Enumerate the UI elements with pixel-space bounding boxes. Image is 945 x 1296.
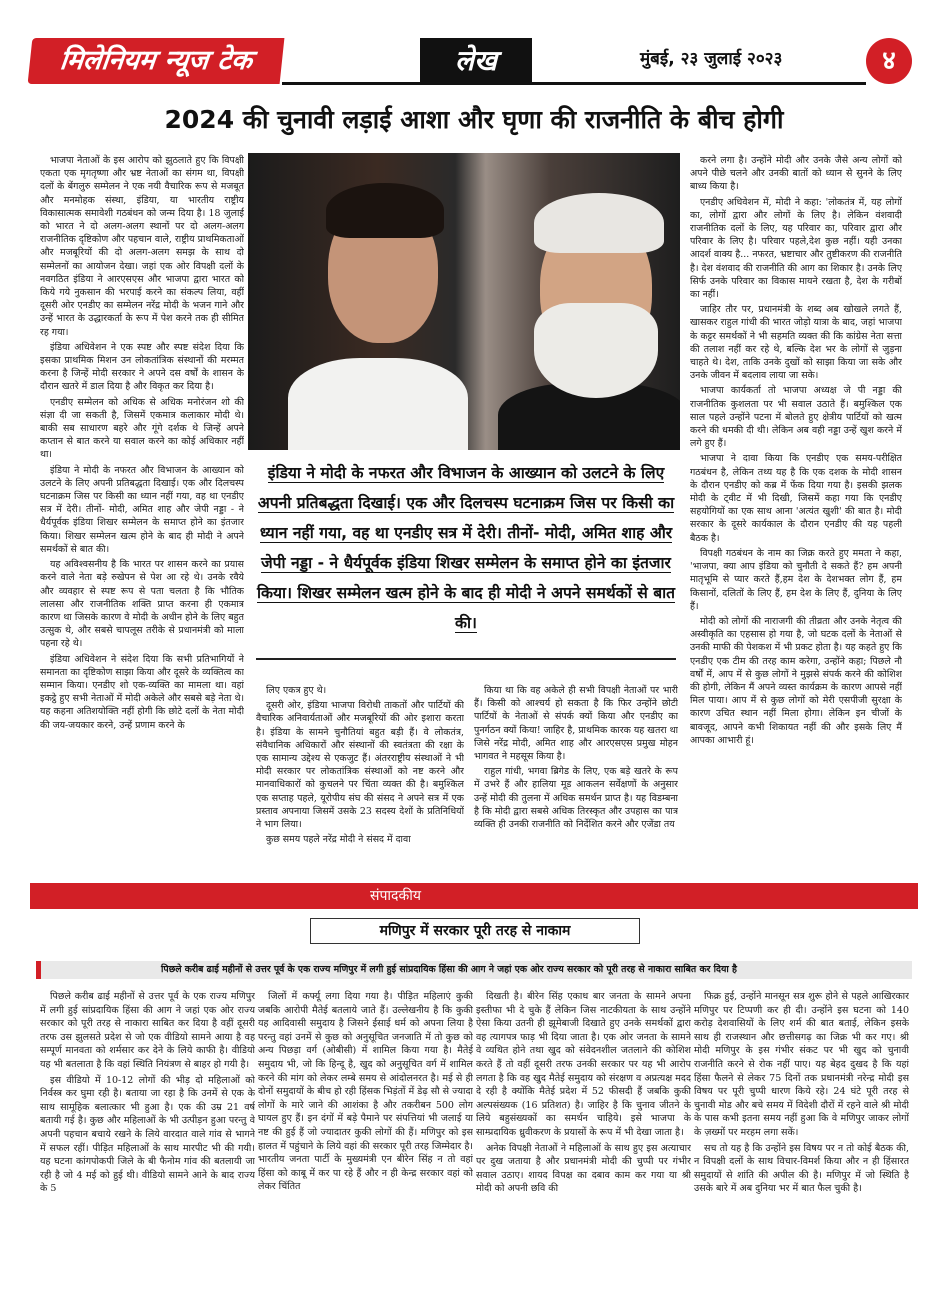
- article-column-3: [474, 684, 678, 876]
- pull-quote-text: इंडिया ने मोदी के नफरत और विभाजन के आख्यान को उलटने के लिए अपनी प्रतिबद्धता दिखाई। एक और दिलचस्प घटनाक्रम जिस पर किसी का ध्यान नहीं गया, वह था एनडीए सत्र में देरी। तीनों- मोदी, अमित शाह और जेपी नड्डा - ने धैर्यपूर्वक इंडिया शिखर सम्मेलन के समाप्त होने का इंतजार किया। शिखर सम्मेलन खत्म होने के बाद ही मोदी ने अपने समर्थकों से बात की।: [256, 464, 676, 632]
- paragraph: कुछ समय पहले नरेंद्र मोदी ने संसद में दावा: [266, 834, 411, 846]
- editorial-label: संपादकीय: [370, 888, 421, 904]
- editorial-column-3: [476, 990, 691, 1272]
- paragraph: किया था कि वह अकेले ही सभी विपक्षी नेताओं पर भारी हैं। किसी को आश्चर्य हो सकता है कि फिर उन्होंने छोटी पार्टियों के नेताओं से संपर्क क्यों किया और एनडीए का पुनर्गठन क्यों किया! जाहिर है, प्राथमिक कारक यह खतरा था जिसे नरेंद्र मोदी, अमित शाह और आरएसएस प्रमुख मोहन भागवत ने महसूस किया है।: [474, 685, 678, 763]
- paragraph: मोदी को लोगों की नाराजगी की तीव्रता और उनके नेतृत्व की अस्वीकृति का एहसास हो गया है, जो घटक दलों के नेताओं से उनकी माफी की पेशकश में भी प्रकट होता है। यह कहते हुए कि एनडीए एक टीम की तरह काम करेगा, उन्होंने कहा; पिछले नौ वर्षों में, आप में से कुछ लोगों ने मुझसे संपर्क करने की कोशिश की होगी, लेकिन मैं अपने व्यस्त कार्यक्रम के कारण आपसे नहीं मिल पाया। आप में से कुछ लोगों को मेरी एसपीजी सुरक्षा के कारण उचित स्थान नहीं मिला होगा। लेकिन इन चीजों के बावजूद, आपने कभी शिकायत नहीं की और इसके लिए मैं आपका आभारी हूं।: [690, 615, 902, 746]
- paragraph: दिखती है। बीरेन सिंह एकाध बार जनता के सामने अपना इस्तीफा भी दे चुके हैं लेकिन जिस नाटकीयता के साथ उन्होंने ऐसा किया उतनी ही झूमेबाजी दिखाते हुए उनके समर्थकों द्वारा वह त्यागपत्र फाड़ भी दिया जाता है। एक ओर जनता के सामने वे व्यथित होने तथा खुद को संवेदनशील जतलाने की कोशिश करते हैं तो वहीं दूसरी तरफ उनकी सरकार पर यह भी आरोप लगता है कि वह खुद मैतेई समुदाय को संरक्षण व अप्रत्यक्ष मदद दे रही है क्योंकि मैतेई प्रदेश में 52 फीसदी हैं जबकि कुकी अल्पसंख्यक (16 प्रतिशत) है। जाहिर है कि चुनाव जीतने के लिये बहुसंख्यकों का समर्थन चाहिये। इसे भाजपा के साम्प्रदायिक ध्रुवीकरण के प्रयासों के रूप में भी देखा जाता है।: [476, 991, 691, 1138]
- page-number: ४: [866, 38, 912, 84]
- article-column-1: [40, 154, 244, 876]
- paragraph: पिछले करीब ढाई महीनों से उत्तर पूर्व के एक राज्य मणिपुर में लगी हुई सांप्रदायिक हिंसा की आग ने जहां एक ओर राज्य सरकार को पूरी तरह से नाकारा साबित कर दिया है वहीं दूसरी तरफ उस झुलसते प्रदेश से जो एक वीडियो सामने आया है वह सम्पूर्ण मानवता को शर्मसार कर देने के लिये काफी है। वीडियो यह भी बतलाता है कि वहां स्थिति नियंत्रण से बाहर हो गयी है।: [40, 991, 255, 1070]
- paragraph: भाजपा नेताओं के इस आरोप को झुठलाते हुए कि विपक्षी एकता एक मृगतृष्णा और भ्रष्ट नेताओं का संगम था, विपक्षी दलों के बेंगलुरु सम्मेलन ने एक नयी वैचारिक रूप से मजबूत और मनमोहक संस्था, इंडिया, या भारतीय राष्ट्रीय विकासात्मक समावेशी गठबंधन को जन्म दिया है। 18 जुलाई को भारत ने दो अलग-अलग स्थानों पर दो अलग-अलग राजनीतिक दृष्टिकोण और पहचान वाले, राष्ट्रीय प्राथमिकताओं और मजबूरियों की दो अलग-अलग समझ के साथ दो सम्मेलनों का आयोजन देखा। जहां एक ओर विपक्षी दलों के नवगठित इंडिया ने आरएसएस और भाजपा द्वारा भारत को किये गये नुकसान की भरपाई करने का संकल्प लिया, वहीं दूसरी ओर एनडीए का सम्मेलन नरेंद्र मोदी के भजन गाने और उन्हें भारत के उद्धारकर्ता के रूप में पेश करने तक ही सीमित रह गया।: [40, 155, 244, 338]
- paragraph: सच तो यह है कि उन्होंने इस विषय पर न तो कोई बैठक की, न विपक्षी दलों के साथ विचार-विमर्श किया और न ही हिंसारत समुदायों से शांति की अपील की है। मणिपुर में जो स्थिति है उसके बारे में अब दुनिया भर में बात फैल चुकी है।: [694, 1142, 909, 1195]
- paragraph: अनेक विपक्षी नेताओं ने महिलाओं के साथ हुए इस अत्याचार पर दुख जताया है और प्रधानमंत्री मोदी की चुप्पी पर गंभीर सवाल उठाए। शायद विपक्ष का दबाव काम कर गया या श्री मोदी को अपनी छवि की: [476, 1142, 691, 1195]
- editorial-headline: मणिपुर में सरकार पूरी तरह से नाकाम: [310, 918, 640, 944]
- editorial-tagline: पिछले करीब ढाई महीनों से उत्तर पूर्व के एक राज्य मणिपुर में लगी हुई सांप्रदायिक हिंसा की आग ने जहां एक ओर राज्य सरकार को पूरी तरह से नाकारा साबित कर दिया है: [36, 961, 912, 979]
- editorial-column-1: [40, 990, 255, 1272]
- masthead: [30, 38, 918, 88]
- section-label: लेख: [420, 38, 532, 84]
- pull-quote: [256, 458, 676, 648]
- photo-figure-right-hair: [534, 193, 664, 253]
- article-headline: 2024 की चुनावी लड़ाई आशा और घृणा की राजनीति के बीच होगी: [164, 105, 784, 134]
- paragraph: राहुल गांधी, भगवा ब्रिगेड के लिए, एक बड़े खतरे के रूप में उभरे हैं और हालिया मूड आकलन सर्वेक्षणों के अनुसार उन्हें मोदी की तुलना में अधिक समर्थन प्राप्त है। यह विडम्बना है कि मोदी द्वारा सबसे अधिक तिरस्कृत और उपहास का पात्र व्यक्ति ही उनकी राजनीति को निर्देशित करने और एजेंडा तय: [474, 766, 678, 831]
- brand-logo: मिलेनियम न्यूज टेक: [28, 38, 285, 84]
- photo-figure-right-beard: [534, 303, 658, 398]
- paragraph: एनडीए सम्मेलन को अधिक से अधिक मनोरंजन शो की संज्ञा दी जा सकती है, जिसमें एकमात्र कलाकार मोदी थे। बाकी सब साधारण बहरे और गूंगे दर्शक थे जिन्हें अपने कप्तान से बात करने या सवाल करने का कोई अधिकार नहीं था।: [40, 396, 244, 461]
- paragraph: जिलों में कर्फ्यू लगा दिया गया है। पीड़ित महिलाएं कुकी जबकि आरोपी मैतेई बतलाये जाते हैं। उल्लेखनीय है कि कुकी यह आदिवासी समुदाय है जिसने ईसाई धर्म को अपना लिया है परन्तु वहां उनमें से कुछ को अनुसूचित जनजाति में तो कुछ को अन्य पिछड़ा वर्ग (ओबीसी) में शामिल किया गया है। मैतेई समुदाय भी, जो कि हिन्दू है, खुद को अनुसूचित वर्ग में शामिल करने की मांग को लेकर लम्बे समय से आंदोलनरत है। मई से ही दोनों समुदायों के बीच हो रही हिंसक भिड़ंतों में डेढ़ सौ से ज्यादा लोगों के मारे जाने की आशंका है और तकरीबन 500 लोग घायल हुए हैं। इन दंगों में बड़े पैमाने पर संपत्तियां भी जलाई या नष्ट की हुई हैं जो ज्यादातर कुकी लोगों की हैं। मणिपुर को इस हालत में पहुंचाने के लिये वहां की सरकार पूरी तरह जिम्मेदार है। भारतीय जनता पार्टी के मुख्यमंत्री एन बीरेन सिंह न तो वहां हिंसा को काबू में कर पा रहे हैं और न ही केन्द्र सरकार वहां को लेकर चिंतित: [258, 991, 473, 1193]
- editorial-column-4: [694, 990, 909, 1272]
- paragraph: दूसरी ओर, इंडिया भाजपा विरोधी ताकतों और पार्टियों की वैचारिक अनिवार्यताओं और मजबूरियों की ओर इशारा करता है। इंडिया के सामने चुनौतियां बहुत बड़ी हैं। वे लोकतंत्र, संवैधानिक अधिकारों और संस्थानों की स्वतंत्रता की रक्षा के एक सामान्य उद्देश्य से एकजुट हैं। अंतरराष्ट्रीय संस्थाओं ने भी मोदी सरकार पर लोकतांत्रिक संस्थाओं को नष्ट करने और मानवाधिकारों को कुचलने पर चिंता व्यक्त की है। बमुश्किल एक सप्ताह पहले, यूरोपीय संघ की संसद ने अपने सत्र में एक प्रस्ताव अपनाया जिसमें उसके 23 सदस्य देशों के प्रतिनिधियों ने भाग लिया।: [256, 700, 464, 831]
- paragraph: जाहिर तौर पर, प्रधानमंत्री के शब्द अब खोखले लगते हैं, खासकर राहुल गांधी की भारत जोड़ो यात्रा के बाद, जहां भाजपा के कट्टर समर्थकों ने भी सहमति व्यक्त की कि कांग्रेस नेता सत्ता की तलाश नहीं कर रहे थे, बल्कि देश भर के लोगों से जुड़ना चाहते थे। देश, ताकि उनके दुखों को साझा किया जा सके और उनके जीवन में बदलाव लाया जा सके।: [690, 304, 902, 382]
- paragraph: यह अविश्वसनीय है कि भारत पर शासन करने का प्रयास करने वाले नेता बड़े रुखेपन से पेश आ रहे थे। उनके रवैये और व्यवहार से स्पष्ट रूप से पता चलता है कि भौतिक लालसा और राजनीतिक शक्ति प्राप्त करना ही एकमात्र कारण था जिसके कारण वे मोदी के अधीन होने के लिए बहुत उत्सुक थे, और सबसे चापलूस तरीके से प्रधानमंत्री को माला पहना रहे थे।: [40, 559, 244, 650]
- paragraph: विपक्षी गठबंधन के नाम का जिक्र करते हुए ममता ने कहा, 'भाजपा, क्या आप इंडिया को चुनौती दे सकते हैं? हम अपनी मातृभूमि से प्यार करते हैं,हम देश के देशभक्त लोग हैं, हम किसानों, दलितों के लिए हैं, हम देश के लिए हैं, दुनिया के लिए हैं।: [690, 547, 902, 612]
- paragraph: इस वीडियो में 10-12 लोगों की भीड़ दो महिलाओं को निर्वस्त्र कर घुमा रही है। बताया जा रहा है कि उनमें से एक के साथ सामूहिक बलात्कार भी हुआ है। एक की उम्र 21 वर्ष बतायी गई है। कुछ और महिलाओं के भी उत्पीड़न हुआ परन्तु वे अपनी पहचान बचाये रखने के लिये वारदात वाले गांव से भागने में सफल रहीं। पीड़ित महिलाओं के साथ मारपीट भी की गयी। यह घटना कांगपोकपी जिले के बी फैनोम गांव की बतलायी जा रही है जो 4 मई को हुई थी। वीडियो सामने आने के बाद राज्य के 5: [40, 1074, 255, 1195]
- paragraph: भाजपा ने दावा किया कि एनडीए एक समय-परीक्षित गठबंधन है, लेकिन तथ्य यह है कि एक दशक के मोदी शासन के दौरान एनडीए को कब्र में फेंक दिया गया है। इसकी झलक मोदी के ट्वीट में भी दिखी, जिसमें कहा गया कि एनडीए सहयोगियों का एक साथ आना 'अत्यंत खुशी' की बात है। मोदी सरकार के दूसरे कार्यकाल के दौरान एनडीए की यह पहली बैठक है।: [690, 453, 902, 544]
- masthead-rule: [282, 82, 866, 85]
- paragraph: इंडिया अधिवेशन ने संदेश दिया कि सभी प्रतिभागियों ने समानता का दृष्टिकोण साझा किया और दूसरे के व्यक्तित्व का सम्मान किया। एनडीए शो एक-व्यक्ति का मामला था। वहां इकट्ठे हुए सभी नेताओं में मोदी अकेले और सबसे बड़े नेता थे। यह कहना अतिशयोक्ति नहीं होगी कि छोटे दलों के नेता मोदी की जय-जयकार करने, उन्हें प्रणाम करने के: [40, 653, 244, 731]
- pull-quote-rule: [256, 658, 676, 660]
- paragraph: एनडीए अधिवेशन में, मोदी ने कहा: 'लोकतंत्र में, यह लोगों का, लोगों द्वारा और लोगों के लिए है। लेकिन वंशवादी राजनीतिक दलों के लिए, यह परिवार का, परिवार द्वारा और परिवार के लिए है। परिवार पहले,देश कुछ नहीं। यही उनका आदर्श वाक्य है... नफरत, भ्रष्टाचार और तुष्टीकरण की राजनीति है। देश वंशवाद की राजनीति की आग का शिकार है। उनके लिए सिर्फ उनके परिवार का विकास मायने रखता है, देश के गरीबों का नहीं।: [690, 196, 902, 301]
- editorial-column-2: [258, 990, 473, 1272]
- article-column-2: [256, 684, 464, 876]
- photo-figure-left-body: [288, 358, 468, 450]
- paragraph: भाजपा कार्यकर्ता तो भाजपा अध्यक्ष जे पी नड्डा की राजनीतिक कुशलता पर भी सवाल उठाते हैं। बमुश्किल एक साल पहले उन्होंने पटना में बोलते हुए क्षेत्रीय पार्टियों को खत्म करने की धमकी दी थी। लेकिन अब वही नड्डा उन्हें खुश करने में लगे हुए हैं।: [690, 385, 902, 450]
- paragraph: करने लगा है। उन्होंने मोदी और उनके जैसे अन्य लोगों को अपने पीछे चलने और उनकी बातों को ध्यान से सुनने के लिए बाध्य किया है।: [690, 155, 902, 193]
- editorial-section-bar: [30, 883, 918, 909]
- article-photo: [248, 153, 680, 450]
- paragraph: फिक्र हुई, उन्होंने मानसून सत्र शुरू होने से पहले आखिरकार मणिपुर पर टिप्पणी कर ही दी। उन्होंने इस घटना को 140 करोड़ देशवासियों के लिए शर्म की बात बताई, लेकिन इसके साथ ही राजस्थान और छत्तीसगढ़ का जिक्र भी कर गए। श्री मोदी मणिपुर के इस गंभीर संकट पर भी खुद को चुनावी राजनीति करने से रोक नहीं पाए। यह बेहद दुखद है कि यहां हिंसा फैलने से लेकर 75 दिनों तक प्रधानमंत्री नरेन्द्र मोदी इस विषय पर पूरी चुप्पी धारण किये रहे। 24 घंटे पूरी तरह से चुनावी मोड और बचे समय में विदेशी दौरों में रहने वाले श्री मोदी के पास कभी इतना समय नहीं हुआ कि वे मणिपुर जाकर लोगों के ज़ख्मों पर मरहम लगा सकें।: [694, 991, 909, 1138]
- issue-date: मुंबई, २३ जुलाई २०२३: [640, 49, 783, 69]
- paragraph: लिए एकत्र हुए थे।: [266, 685, 327, 696]
- photo-figure-left-hair: [326, 183, 444, 238]
- paragraph: इंडिया अधिवेशन ने एक स्पष्ट और स्पष्ट संदेश दिया कि इसका प्राथमिक मिशन उन लोकतांत्रिक संस्थानों की मरम्मत करना है जिन्हें मोदी सरकार ने अपने दस वर्षों के शासन के दौरान खतरे में डाल दिया है और विकृत कर दिया है।: [40, 341, 244, 393]
- article-column-4: [690, 154, 902, 876]
- paragraph: इंडिया ने मोदी के नफरत और विभाजन के आख्यान को उलटने के लिए अपनी प्रतिबद्धता दिखाई। एक और दिलचस्प घटनाक्रम जिस पर किसी का ध्यान नहीं गया, वह था एनडीए सत्र में देरी। तीनों- मोदी, अमित शाह और जेपी नड्डा - ने धैर्यपूर्वक इंडिया शिखर सम्मेलन के समाप्त होने का इंतजार किया। शिखर सम्मेलन खत्म होने के बाद ही मोदी ने अपने समर्थकों से बात की।: [40, 464, 244, 555]
